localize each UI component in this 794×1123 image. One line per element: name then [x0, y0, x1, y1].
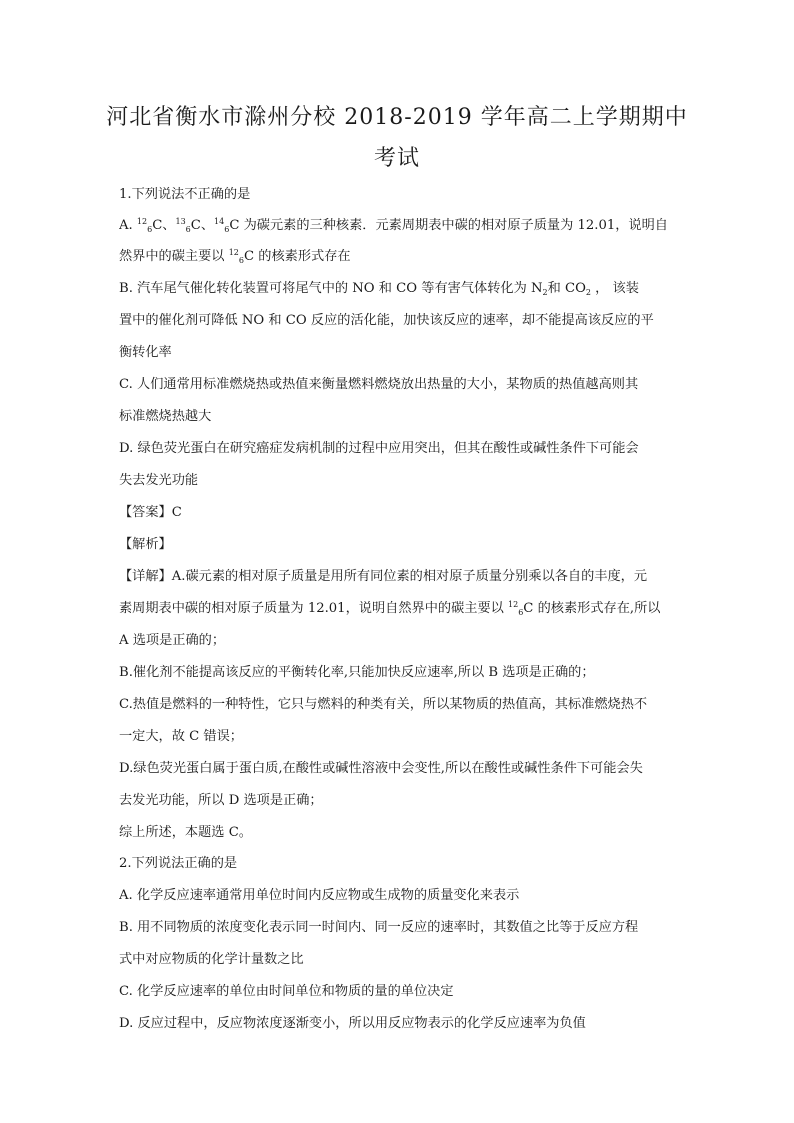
question-1-option-c-line-2: 标准燃烧热越大: [119, 409, 212, 424]
question-2-option-a: A. 化学反应速率通常用单位时间内反应物或生成物的质量变化来表示: [119, 888, 520, 903]
question-1-detail-line-1: 【详解】A.碳元素的相对原子质量是用所有同位素的相对原子质量分别乘以各自的丰度，元: [119, 569, 648, 584]
question-1-option-b-line-2: 置中的催化剂可降低 NO 和 CO 反应的活化能，加快该反应的速率，却不能提高该反应的平: [119, 313, 654, 328]
question-1-analysis-heading: 【解析】: [119, 537, 172, 552]
question-2-option-d: D. 反应过程中，反应物浓度逐渐变小，所以用反应物表示的化学反应速率为负值: [119, 1016, 586, 1031]
question-1-answer: 【答案】C: [119, 505, 182, 520]
question-1-detail-line-7: D.绿色荧光蛋白属于蛋白质,在酸性或碱性溶液中会变性,所以在酸性或碱性条件下可能会失: [119, 761, 643, 776]
document-title: 河北省衡水市滁州分校 2018-2019 学年高二上学期期中: [106, 105, 688, 130]
question-1-option-b-line-3: 衡转化率: [119, 345, 172, 360]
question-2-option-b-line-1: B. 用不同物质的浓度变化表示同一时间内、同一反应的速率时，其数值之比等于反应方程: [119, 920, 639, 935]
question-1-option-a-line-1: A. $^{12}_6$C、$^{13}_6$C、$^{14}_6$C 为碳元素的三种核素．元素周期表中碳的相对原子质量为 12.01，说明自: [119, 217, 668, 234]
question-1-detail-line-9: 综上所述，本题选 C。: [119, 825, 252, 840]
question-1-detail-line-2: 素周期表中碳的相对原子质量为 12.01，说明自然界中的碳主要以 $^{12}_6$C 的核素形式存在,所以: [119, 600, 661, 617]
document-title-continued: 考试: [373, 146, 420, 171]
question-1-detail-line-5: C.热值是燃料的一种特性，它只与燃料的种类有关，所以某物质的热值高，其标准燃烧热不: [119, 697, 648, 712]
question-2-stem: 2.下列说法正确的是: [119, 856, 238, 871]
question-1-option-a-line-2: 然界中的碳主要以 $^{12}_6$C 的核素形式存在: [119, 248, 351, 265]
question-1-detail-line-8: 去发光功能，所以 D 选项是正确；: [119, 793, 323, 808]
question-1-detail-line-3: A 选项是正确的；: [119, 633, 226, 648]
question-1-option-c-line-1: C. 人们通常用标准燃烧热或热值来衡量燃料燃烧放出热量的大小，某物质的热值越高则其: [119, 377, 639, 392]
question-2-option-c: C. 化学反应速率的单位由时间单位和物质的量的单位决定: [119, 984, 454, 999]
question-2-option-b-line-2: 式中对应物质的化学计量数之比: [119, 952, 304, 967]
question-1-option-d-line-1: D. 绿色荧光蛋白在研究癌症发病机制的过程中应用突出，但其在酸性或碱性条件下可能会: [119, 441, 639, 456]
question-1-detail-line-4: B.催化剂不能提高该反应的平衡转化率,只能加快反应速率,所以 B 选项是正确的；: [119, 665, 595, 680]
question-1-stem: 1.下列说法不正确的是: [119, 187, 251, 202]
question-1-option-d-line-2: 失去发光功能: [119, 473, 199, 488]
question-1-detail-line-6: 一定大，故 C 错误；: [119, 729, 243, 744]
question-1-option-b-line-1: B. 汽车尾气催化转化装置可将尾气中的 NO 和 CO 等有害气体转化为 $N_2$和 $CO_2$ ， 该装: [119, 281, 639, 297]
